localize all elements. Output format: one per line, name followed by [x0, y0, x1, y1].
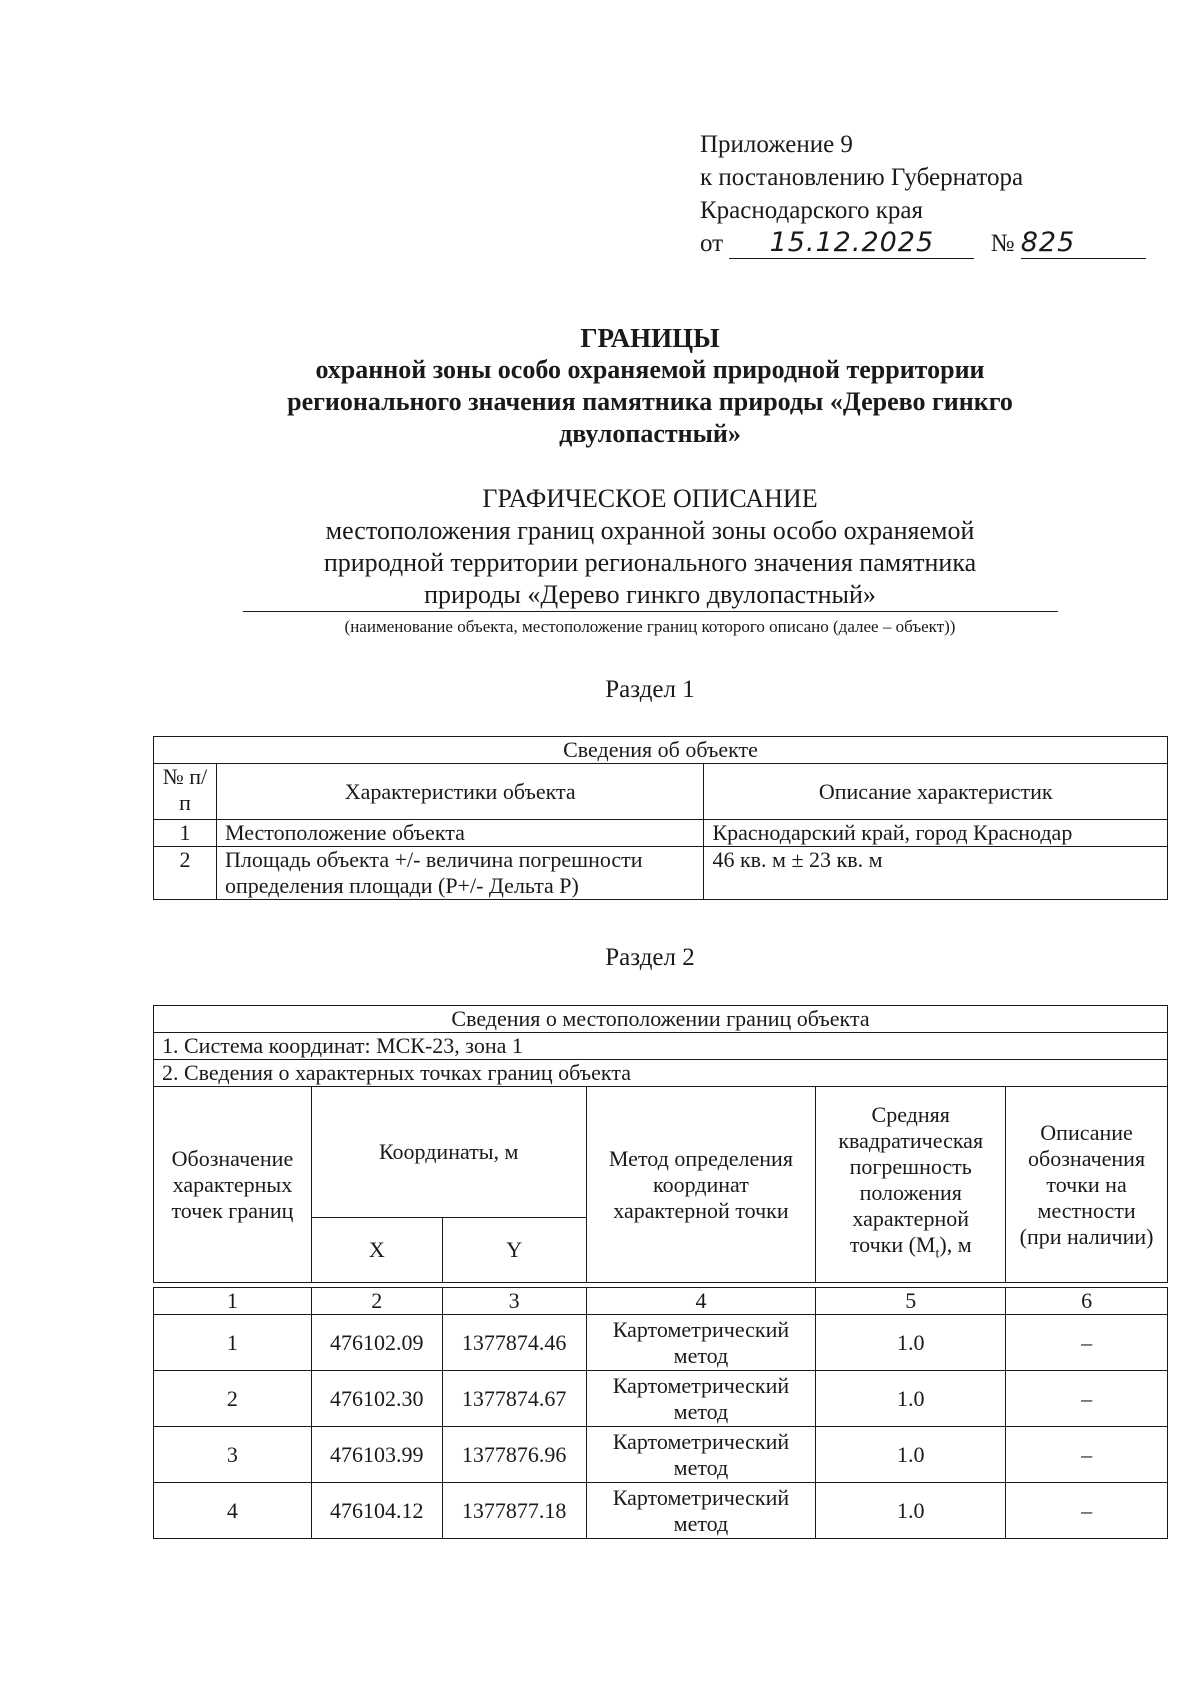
- column-number: 3: [442, 1288, 586, 1315]
- description-line-3: природы «Дерево гинкго двулопастный»: [243, 579, 1058, 612]
- point-description: –: [1006, 1315, 1168, 1371]
- title-heading: ГРАНИЦЫ: [580, 323, 720, 353]
- point-method: Картометрический метод: [586, 1483, 816, 1539]
- object-info-table: [153, 736, 1168, 900]
- appendix-block: [700, 128, 1146, 260]
- description-line-1: местоположения границ охранной зоны особо охраняемой: [325, 516, 975, 545]
- header-x: X: [311, 1218, 442, 1283]
- header-characteristic: Характеристики объекта: [216, 764, 704, 820]
- point-y: 1377877.18: [442, 1483, 586, 1539]
- column-number: 4: [586, 1288, 816, 1315]
- point-id: 1: [154, 1315, 312, 1371]
- header-number: № п/п: [154, 764, 217, 820]
- header-error-sub: t: [935, 1246, 940, 1262]
- row-description: Краснодарский край, город Краснодар: [704, 820, 1168, 847]
- point-id: 2: [154, 1371, 312, 1427]
- column-number: 6: [1006, 1288, 1168, 1315]
- point-description: –: [1006, 1427, 1168, 1483]
- table-row: [154, 1315, 1168, 1371]
- points-title: 2. Сведения о характерных точках границ объекта: [154, 1060, 1168, 1087]
- title-line-1: охранной зоны особо охраняемой природной территории: [315, 355, 985, 384]
- row-number: 1: [154, 820, 217, 847]
- point-id: 3: [154, 1427, 312, 1483]
- row-number: 2: [154, 847, 217, 900]
- appendix-line-3: Краснодарского края: [700, 197, 923, 224]
- row-description: 46 кв. м ± 23 кв. м: [704, 847, 1168, 900]
- point-description: –: [1006, 1483, 1168, 1539]
- point-y: 1377874.67: [442, 1371, 586, 1427]
- section-2-title: Раздел 2: [605, 944, 695, 971]
- number-prefix: №: [990, 230, 1015, 257]
- title-line-2: регионального значения памятника природы «Дерево гинкго: [287, 387, 1013, 416]
- description-block: [150, 483, 1150, 612]
- column-number: 5: [816, 1288, 1006, 1315]
- point-y: 1377876.96: [442, 1427, 586, 1483]
- table-row: [154, 820, 1168, 847]
- appendix-date-line: [700, 227, 1146, 260]
- point-id: 4: [154, 1483, 312, 1539]
- point-y: 1377874.46: [442, 1315, 586, 1371]
- description-line-2: природной территории регионального значения памятника: [323, 548, 977, 577]
- section-1-title: Раздел 1: [605, 676, 695, 703]
- header-point-description: Описание обозначения точки на местности (при наличии): [1006, 1087, 1168, 1283]
- title-line-3: двулопастный»: [559, 419, 741, 448]
- column-number: 2: [311, 1288, 442, 1315]
- point-description: –: [1006, 1371, 1168, 1427]
- header-designation: Обозначение характерных точек границ: [154, 1087, 312, 1283]
- table-row: [154, 1427, 1168, 1483]
- header-description: Описание характеристик: [704, 764, 1168, 820]
- table-row: [154, 1483, 1168, 1539]
- point-error: 1.0: [816, 1315, 1006, 1371]
- point-x: 476102.30: [311, 1371, 442, 1427]
- column-number: 1: [154, 1288, 312, 1315]
- point-x: 476102.09: [311, 1315, 442, 1371]
- coordinates-table-title: Сведения о местоположении границ объекта: [154, 1006, 1168, 1033]
- point-error: 1.0: [816, 1483, 1006, 1539]
- coordinates-table: [153, 1005, 1168, 1539]
- date-value: 15.12.2025: [729, 228, 974, 259]
- appendix-line-2: к постановлению Губернатора: [700, 164, 1024, 191]
- document-title: [150, 322, 1150, 450]
- point-x: 476103.99: [311, 1427, 442, 1483]
- table-row: [154, 847, 1168, 900]
- point-error: 1.0: [816, 1427, 1006, 1483]
- object-info-table-title: Сведения об объекте: [154, 737, 1168, 764]
- header-error: [816, 1087, 1006, 1283]
- point-error: 1.0: [816, 1371, 1006, 1427]
- header-method: Метод определения координат характерной точки: [586, 1087, 816, 1283]
- point-x: 476104.12: [311, 1483, 442, 1539]
- column-numbers-row: [154, 1288, 1168, 1315]
- header-error-tail: ), м: [939, 1231, 972, 1257]
- header-coords: Координаты, м: [311, 1087, 586, 1218]
- date-prefix: от: [700, 230, 724, 257]
- row-characteristic: Местоположение объекта: [216, 820, 704, 847]
- point-method: Картометрический метод: [586, 1371, 816, 1427]
- description-caption: (наименование объекта, местоположение границ которого описано (далее – объект)): [344, 617, 956, 636]
- coord-system: 1. Система координат: МСК-23, зона 1: [154, 1033, 1168, 1060]
- header-y: Y: [442, 1218, 586, 1283]
- row-characteristic: Площадь объекта +/- величина погрешности определения площади (Р+/- Дельта Р): [216, 847, 704, 900]
- description-heading: ГРАФИЧЕСКОЕ ОПИСАНИЕ: [482, 484, 818, 513]
- number-value: 825: [1021, 228, 1146, 259]
- header-error-text: Средняя квадратическая погрешность положения характерной точки (M: [838, 1101, 984, 1257]
- table-row: [154, 1371, 1168, 1427]
- appendix-line-1: Приложение 9: [700, 131, 853, 158]
- point-method: Картометрический метод: [586, 1315, 816, 1371]
- point-method: Картометрический метод: [586, 1427, 816, 1483]
